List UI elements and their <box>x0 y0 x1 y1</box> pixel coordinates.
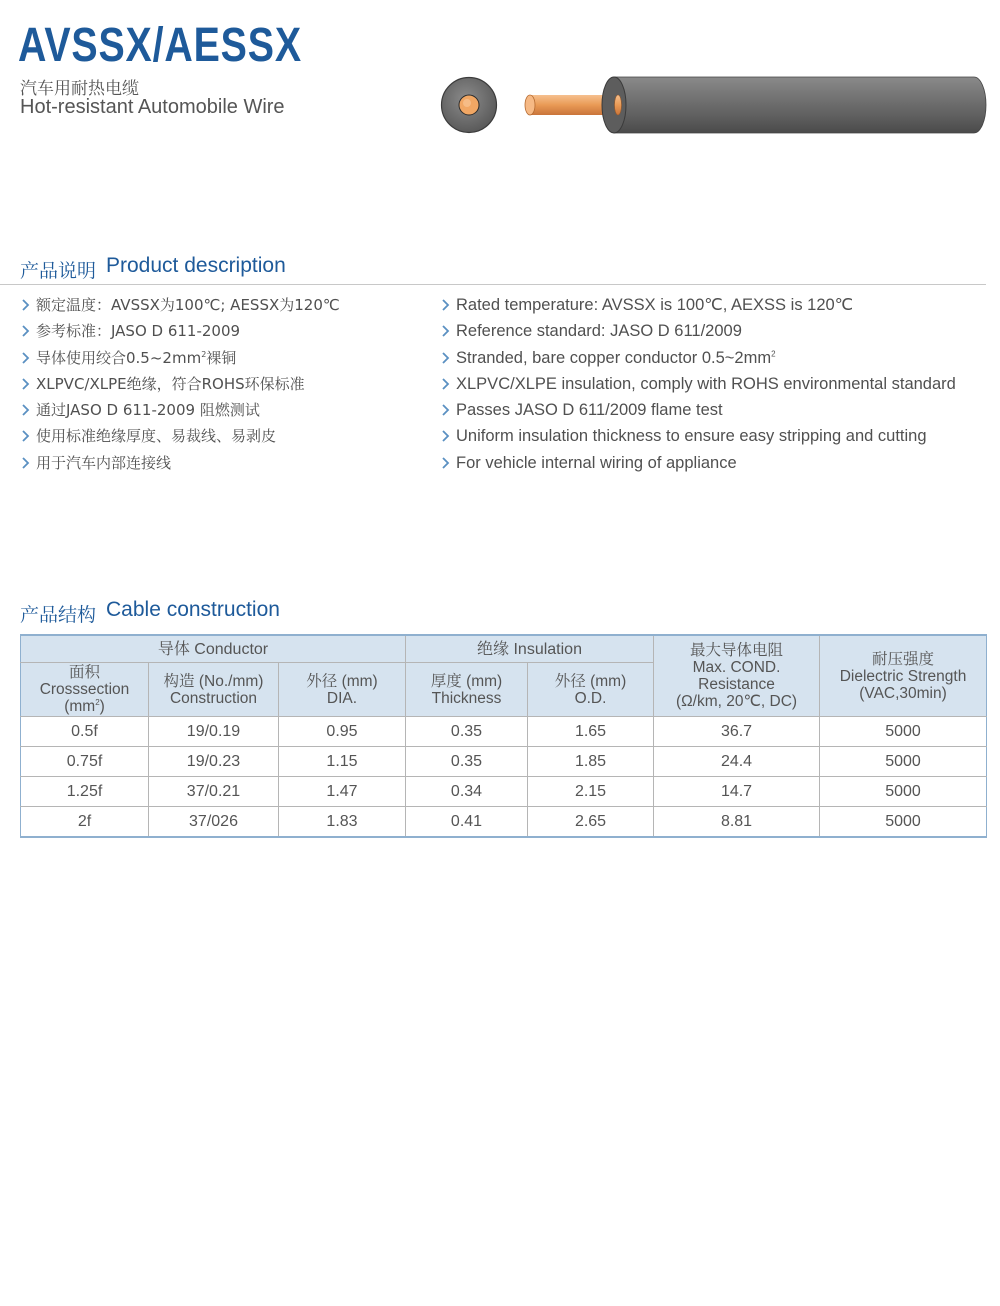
cable-construction-table <box>20 634 987 838</box>
chevron-right-icon <box>440 423 452 449</box>
table-cell: 37/0.21 <box>149 777 279 807</box>
insulation-group-header: 绝缘 Insulation <box>406 635 654 663</box>
table-cell: 1.15 <box>279 747 406 777</box>
table-cell: 2f <box>21 807 149 838</box>
wire-side-view <box>525 77 986 133</box>
description-list-cn <box>20 292 340 476</box>
chevron-right-icon <box>440 450 452 476</box>
list-item: 使用标准绝缘厚度、易裁线、易剥皮 <box>20 423 340 449</box>
chevron-right-icon <box>440 397 452 423</box>
section-heading-en: Cable construction <box>106 598 280 621</box>
list-item: 用于汽车内部连接线 <box>20 450 340 476</box>
table-row <box>21 747 987 777</box>
conductor-group-header: 导体 Conductor <box>21 635 406 663</box>
list-item: Passes JASO D 611/2009 flame test <box>440 397 956 423</box>
table-cell: 5000 <box>820 747 987 777</box>
chevron-right-icon <box>20 345 32 371</box>
table-cell: 0.35 <box>406 747 528 777</box>
table-cell: 37/026 <box>149 807 279 838</box>
chevron-right-icon <box>20 318 32 344</box>
cable-construction-heading <box>0 598 986 628</box>
list-item: 参考标准：JASO D 611-2009 <box>20 318 340 344</box>
table-cell: 5000 <box>820 807 987 838</box>
chevron-right-icon <box>20 371 32 397</box>
chevron-right-icon <box>20 397 32 423</box>
list-item: Stranded, bare copper conductor $0.5\sim 2mm^2$ <box>440 345 956 371</box>
table-row <box>21 717 987 747</box>
product-description-heading <box>0 254 986 285</box>
section-heading-cn: 产品结构 <box>20 604 97 626</box>
table-cell: 1.47 <box>279 777 406 807</box>
table-cell: 0.34 <box>406 777 528 807</box>
section-heading-en: Product description <box>106 254 286 277</box>
table-cell: 5000 <box>820 717 987 747</box>
subtitle-en: Hot-resistant Automobile Wire <box>20 96 285 118</box>
table-cell: 19/0.19 <box>149 717 279 747</box>
list-item: 额定温度：AVSSX为100℃; AESSX为120℃ <box>20 292 340 318</box>
list-item: XLPVC/XLPE insulation, comply with ROHS environmental standard <box>440 371 956 397</box>
resistance-header: 最大导体电阻 Max. COND. Resistance (Ω/km, 20℃, DC) <box>654 635 820 717</box>
table-cell: 2.65 <box>528 807 654 838</box>
table-row <box>21 777 987 807</box>
list-item: 导体使用绞合$0.5\sim 2mm^2$裸铜 <box>20 345 340 371</box>
table-row <box>21 807 987 838</box>
dia-header: 外径 (mm) DIA. <box>279 663 406 717</box>
table-cell: 0.95 <box>279 717 406 747</box>
table-cell: 1.85 <box>528 747 654 777</box>
od-header: 外径 (mm) O.D. <box>528 663 654 717</box>
crosssection-header: 面积 Crosssection $(mm^2)$ <box>21 663 149 717</box>
chevron-right-icon <box>440 345 452 371</box>
table-cell: 5000 <box>820 777 987 807</box>
table-cell: 14.7 <box>654 777 820 807</box>
chevron-right-icon <box>440 292 452 318</box>
subtitle-cn: 汽车用耐热电缆 <box>20 79 139 99</box>
wire-cross-section <box>442 78 497 133</box>
list-item: For vehicle internal wiring of appliance <box>440 450 956 476</box>
table-cell: 0.41 <box>406 807 528 838</box>
list-item: Rated temperature: AVSSX is 100℃, AEXSS is 120℃ <box>440 292 956 318</box>
chevron-right-icon <box>440 371 452 397</box>
table-cell: 8.81 <box>654 807 820 838</box>
section-heading-cn: 产品说明 <box>20 260 97 282</box>
page-title: AVSSX/AESSX <box>18 19 302 72</box>
chevron-right-icon <box>20 450 32 476</box>
table-cell: 0.35 <box>406 717 528 747</box>
table-cell: 1.25f <box>21 777 149 807</box>
chevron-right-icon <box>20 292 32 318</box>
dielectric-header: 耐压强度 Dielectric Strength (VAC,30min) <box>820 635 987 717</box>
table-cell: 0.75f <box>21 747 149 777</box>
list-item: 通过JASO D 611-2009 阻燃测试 <box>20 397 340 423</box>
thickness-header: 厚度 (mm) Thickness <box>406 663 528 717</box>
chevron-right-icon <box>440 318 452 344</box>
table-cell: 19/0.23 <box>149 747 279 777</box>
table-cell: 36.7 <box>654 717 820 747</box>
list-item: Reference standard: JASO D 611/2009 <box>440 318 956 344</box>
table-cell: 2.15 <box>528 777 654 807</box>
wire-illustration <box>438 72 990 138</box>
list-item: XLPVC/XLPE绝缘，符合ROHS环保标准 <box>20 371 340 397</box>
table-cell: 1.65 <box>528 717 654 747</box>
chevron-right-icon <box>20 423 32 449</box>
table-cell: 0.5f <box>21 717 149 747</box>
table-cell: 24.4 <box>654 747 820 777</box>
table-cell: 1.83 <box>279 807 406 838</box>
description-list-en <box>440 292 956 476</box>
list-item: Uniform insulation thickness to ensure easy stripping and cutting <box>440 423 956 449</box>
construction-header: 构造 (No./mm) Construction <box>149 663 279 717</box>
